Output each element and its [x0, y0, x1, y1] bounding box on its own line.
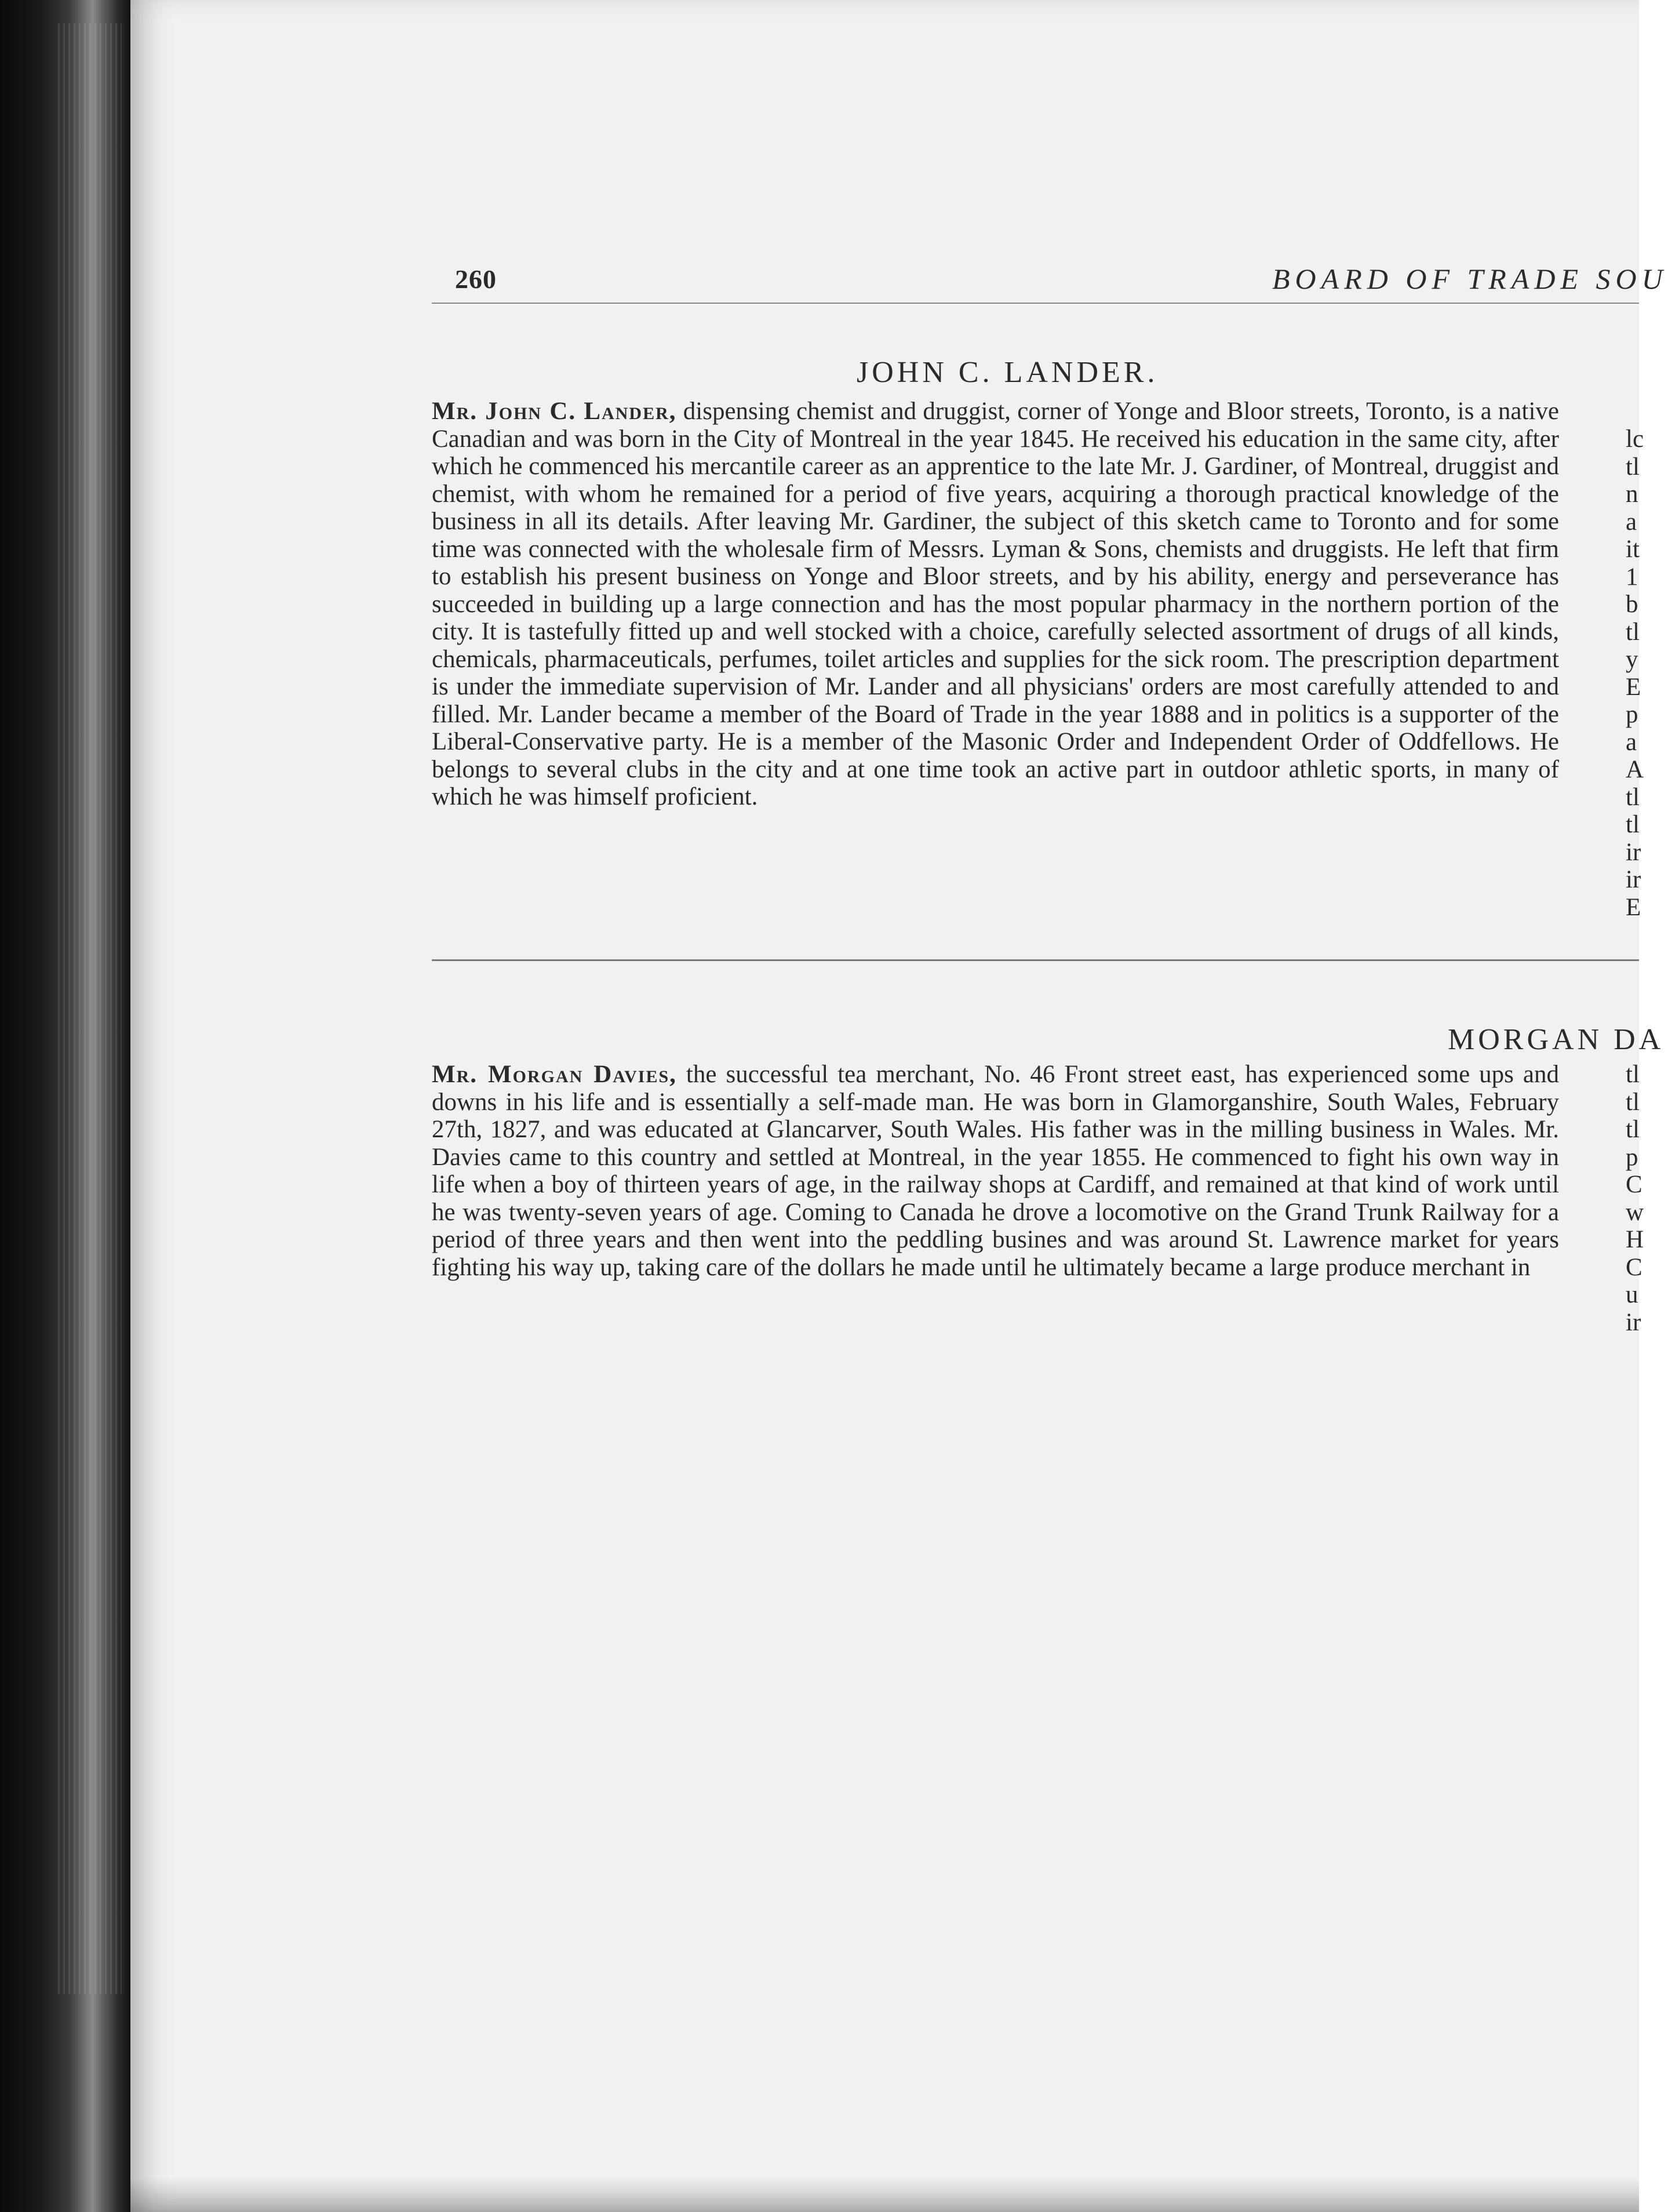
- article-heading-davies: MORGAN DA: [1448, 1023, 1665, 1057]
- article-body-lander: [432, 398, 1559, 811]
- running-title: BOARD OF TRADE SOU: [1272, 263, 1668, 295]
- page-shadow: [130, 2177, 1639, 2212]
- book-spine: [0, 0, 130, 2212]
- header-rule: [432, 303, 1639, 304]
- article-text-davies: the successful tea merchant, No. 46 Front street east, has experienced some ups and downs in his life and is essentially a self-made man. He was born in Glamorganshire, South Wales, February 27th, 1827, and was educated at Glancarver, South Wales. His father was in the milling business in Wales. Mr. Davies came to this country and settled at Montreal, in the year 1855. He commenced to fight his own way in life when a boy of thirteen years of age, in the railway shops at Cardiff, and remained at that kind of work until he was twenty-seven years of age. Coming to Canada he drove a locomotive on the Grand Trunk Railway for a period of three years and then went into the peddling busines and was around St. Lawrence market for years fighting his way up, taking care of the dollars he made until he ultimately became a large produce merchant in: [432, 1061, 1559, 1281]
- article-body-davies: [432, 1061, 1559, 1281]
- article-text-lander: dispensing chemist and druggist, corner of Yonge and Bloor streets, Toronto, is a native Canadian and was born in the City of Montreal in the year 1845. He received his education in the same city, after which he commenced his mercantile career as an apprentice to the late Mr. J. Gardiner, of Montreal, druggist and chemist, with whom he remained for a period of five years, acquiring a thorough practical knowledge of the business in all its details. After leaving Mr. Gardiner, the subject of this sketch came to Toronto and for some time was connected with the wholesale firm of Messrs. Lyman & Sons, chemists and druggists. He left that firm to establish his present business on Yonge and Bloor streets, and by his ability, energy and perseverance has succeeded in building up a large connection and has the most popular pharmacy in the northern portion of the city. It is tastefully fitted up and well stocked with a choice, carefully selected assortment of drugs of all kinds, chemicals, pharmaceuticals, perfumes, toilet articles and supplies for the sick room. The prescription department is under the immediate supervision of Mr. Lander and all physicians' orders are most carefully attended to and filled. Mr. Lander became a member of the Board of Trade in the year 1888 and in politics is a supporter of the Liberal-Conservative party. He is a member of the Masonic Order and Independent Order of Oddfellows. He belongs to several clubs in the city and at one time took an active part in outdoor athletic sports, in many of which he was himself proficient.: [432, 398, 1559, 810]
- article-lead-lander: Mr. John C. Lander,: [432, 398, 677, 425]
- page-number: 260: [455, 264, 497, 294]
- article-lead-davies: Mr. Morgan Davies,: [432, 1061, 677, 1088]
- right-column-fragment-1: lc tl n a it 1 b tl y E p a A tl tl ir ir E: [1626, 425, 1644, 921]
- article-heading-lander: JOHN C. LANDER.: [857, 356, 1159, 390]
- page-edges: [58, 23, 122, 1994]
- section-divider: [432, 959, 1639, 961]
- right-column-fragment-2: tl tl tl p C w H C u ir: [1626, 1061, 1644, 1336]
